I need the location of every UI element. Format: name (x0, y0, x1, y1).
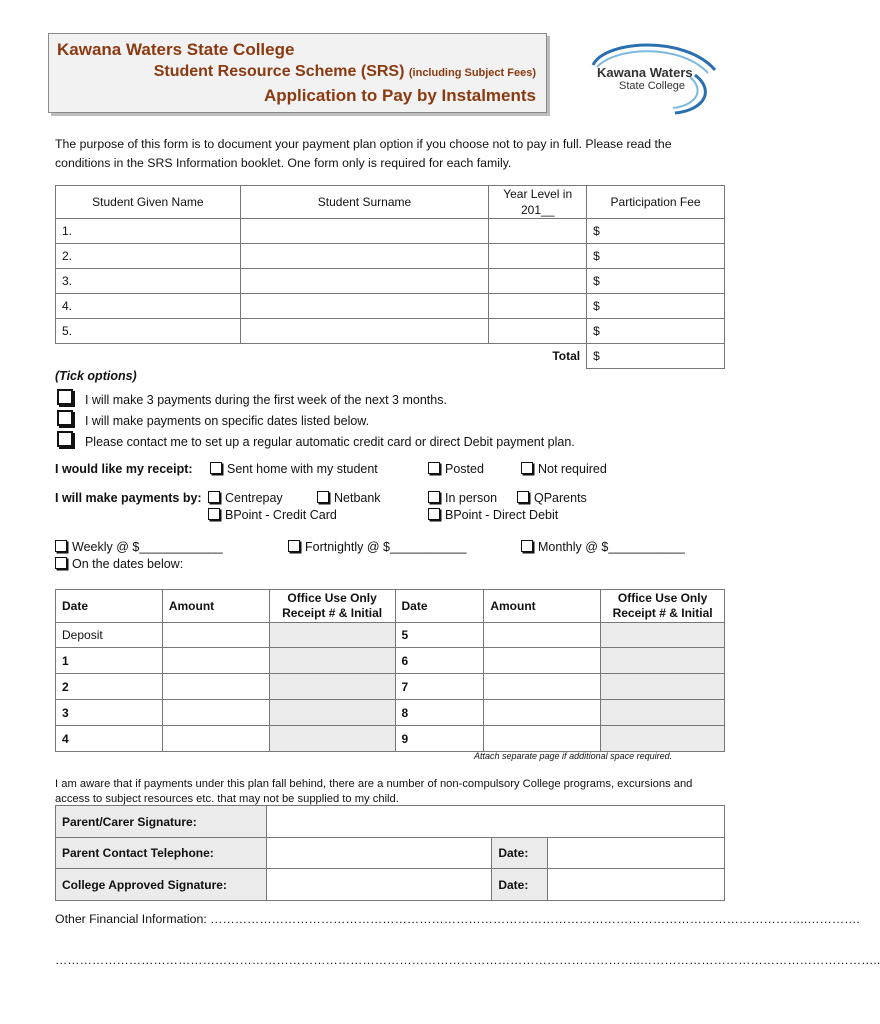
office-cell (269, 674, 395, 700)
col-fee: Participation Fee (587, 186, 725, 219)
college-signature-field[interactable] (266, 869, 492, 901)
col-office-1: Office Use Only (617, 591, 708, 605)
checkbox-icon[interactable] (517, 491, 529, 503)
scheme-title (154, 63, 536, 81)
method-label: Netbank (334, 491, 381, 505)
schedule-date[interactable]: 7 (395, 674, 484, 700)
freq-fortnightly[interactable] (288, 540, 466, 554)
receipt-home-label: Sent home with my student (227, 462, 378, 476)
receipt-label: I would like my receipt: (55, 462, 193, 476)
checkbox-icon[interactable] (57, 410, 73, 426)
scheme-name: Student Resource Scheme (SRS) (153, 63, 405, 80)
checkbox-icon[interactable] (208, 508, 220, 520)
col-office-2: Receipt # & Initial (282, 606, 383, 620)
methods-label: I will make payments by: (55, 491, 202, 505)
checkbox-icon[interactable] (57, 389, 73, 405)
col-given-name: Student Given Name (56, 186, 241, 219)
schedule-row (56, 623, 725, 648)
col-year-1: Year Level in (503, 187, 573, 201)
amount-cell[interactable] (484, 700, 601, 726)
student-row (56, 294, 725, 319)
option-contact-me[interactable] (57, 431, 575, 449)
student-row (56, 269, 725, 294)
freq-dates[interactable] (55, 557, 183, 571)
date-field[interactable] (548, 869, 725, 901)
col-date: Date (395, 590, 484, 623)
awareness-statement: I am aware that if payments under this plan fall behind, there are a number of non-compulsory College programs, excursions and access to subject resources etc. that may not be supplied to my child. (55, 778, 693, 805)
logo-line2: State College (619, 80, 686, 92)
surname-cell[interactable] (240, 244, 489, 269)
option-label: I will make payments on specific dates listed below. (84, 414, 370, 428)
option-specific-dates[interactable] (57, 410, 369, 428)
date-label: Date: (492, 838, 548, 869)
year-cell[interactable] (489, 269, 587, 294)
option-three-payments[interactable] (57, 389, 447, 407)
schedule-row (56, 674, 725, 700)
office-cell (601, 726, 725, 752)
schedule-date[interactable]: 6 (395, 648, 484, 674)
surname-cell[interactable] (240, 294, 489, 319)
fee-cell[interactable]: $ (587, 219, 725, 244)
schedule-row (56, 700, 725, 726)
col-office (601, 590, 725, 623)
receipt-home[interactable] (210, 462, 378, 476)
parent-telephone-field[interactable] (266, 838, 492, 869)
total-fee-cell[interactable]: $ (587, 344, 725, 369)
fee-cell[interactable]: $ (587, 269, 725, 294)
receipt-none-label: Not required (538, 462, 607, 476)
col-year-level (489, 186, 587, 219)
checkbox-icon[interactable] (428, 508, 440, 520)
checkbox-icon[interactable] (428, 462, 440, 474)
freq-label: Weekly @ $____________ (72, 540, 223, 554)
schedule-date[interactable]: 4 (56, 726, 163, 752)
checkbox-icon[interactable] (57, 431, 73, 447)
col-office-1: Office Use Only (287, 591, 377, 605)
amount-cell[interactable] (162, 700, 269, 726)
schedule-date[interactable]: 5 (395, 623, 484, 648)
schedule-date[interactable]: 3 (56, 700, 163, 726)
year-cell[interactable] (489, 244, 587, 269)
checkbox-icon[interactable] (317, 491, 329, 503)
checkbox-icon[interactable] (210, 462, 222, 474)
parent-telephone-label: Parent Contact Telephone: (56, 838, 267, 869)
row-number: 2. (56, 244, 241, 269)
college-logo (575, 35, 725, 115)
checkbox-icon[interactable] (55, 540, 67, 552)
logo-line1: Kawana Waters (597, 65, 693, 80)
checkbox-icon[interactable] (208, 491, 220, 503)
schedule-date[interactable]: 2 (56, 674, 163, 700)
schedule-date[interactable]: 8 (395, 700, 484, 726)
office-cell (601, 623, 725, 648)
form-header (48, 33, 547, 113)
freq-label: Fortnightly @ $___________ (305, 540, 467, 554)
attach-note: Attach separate page if additional space required. (474, 751, 673, 761)
office-cell (269, 648, 395, 674)
checkbox-icon[interactable] (521, 540, 533, 552)
student-row (56, 219, 725, 244)
year-cell[interactable] (489, 319, 587, 344)
checkbox-icon[interactable] (521, 462, 533, 474)
student-row (56, 319, 725, 344)
total-label: Total (56, 344, 587, 369)
row-number: 4. (56, 294, 241, 319)
parent-signature-label: Parent/Carer Signature: (56, 806, 267, 838)
signature-table (55, 805, 725, 901)
col-date: Date (56, 590, 163, 623)
parent-signature-field[interactable] (266, 806, 724, 838)
fee-cell[interactable]: $ (587, 294, 725, 319)
date-label: Date: (492, 869, 548, 901)
amount-cell[interactable] (162, 674, 269, 700)
amount-cell[interactable] (162, 623, 269, 648)
row-number: 5. (56, 319, 241, 344)
method-in-person[interactable] (428, 491, 497, 505)
year-cell[interactable] (489, 294, 587, 319)
method-netbank[interactable] (317, 491, 381, 505)
method-label: Centrepay (225, 491, 283, 505)
receipt-posted-label: Posted (445, 462, 484, 476)
amount-cell[interactable] (162, 648, 269, 674)
office-cell (601, 700, 725, 726)
freq-monthly[interactable] (521, 540, 685, 554)
method-qparents[interactable] (517, 491, 587, 505)
office-cell (601, 674, 725, 700)
amount-cell[interactable] (484, 648, 601, 674)
col-amount: Amount (162, 590, 269, 623)
other-financial-info[interactable]: Other Financial Information: ………………………………………………………………………………………………………………………………..…………. (55, 912, 860, 926)
row-number: 3. (56, 269, 241, 294)
col-office-2: Receipt # & Initial (612, 606, 713, 620)
option-label: I will make 3 payments during the first week of the next 3 months. (84, 393, 447, 407)
col-year-2: 201__ (521, 203, 555, 217)
col-surname: Student Surname (240, 186, 489, 219)
schedule-row (56, 648, 725, 674)
schedule-date[interactable]: Deposit (56, 623, 163, 648)
surname-cell[interactable] (240, 219, 489, 244)
checkbox-icon[interactable] (288, 540, 300, 552)
office-cell (269, 726, 395, 752)
student-table (55, 185, 725, 369)
amount-cell[interactable] (484, 674, 601, 700)
date-field[interactable] (548, 838, 725, 869)
col-amount: Amount (484, 590, 601, 623)
row-number: 1. (56, 219, 241, 244)
surname-cell[interactable] (240, 269, 489, 294)
checkbox-icon[interactable] (428, 491, 440, 503)
amount-cell[interactable] (484, 623, 601, 648)
office-cell (601, 648, 725, 674)
schedule-row (56, 726, 725, 752)
schedule-date[interactable]: 1 (56, 648, 163, 674)
college-signature-label: College Approved Signature: (56, 869, 267, 901)
method-label: In person (445, 491, 498, 505)
receipt-not-required[interactable] (521, 462, 607, 476)
freq-weekly[interactable] (55, 540, 223, 554)
col-office (269, 590, 395, 623)
tick-options-heading: (Tick options) (55, 369, 137, 383)
option-label: Please contact me to set up a regular automatic credit card or direct Debit payment plan. (84, 435, 575, 449)
amount-cell[interactable] (484, 726, 601, 752)
freq-label: On the dates below: (72, 557, 184, 571)
schedule-date[interactable]: 9 (395, 726, 484, 752)
intro-paragraph: The purpose of this form is to document your payment plan option if you choose not to pay in full. Please read the conditions in the SRS Information booklet. One form only is required for each family. (55, 137, 672, 170)
student-row (56, 244, 725, 269)
method-label: QParents (534, 491, 587, 505)
method-bpoint-cc[interactable] (208, 508, 337, 522)
form-title: Application to Pay by Instalments (263, 86, 536, 105)
surname-cell[interactable] (240, 319, 489, 344)
receipt-posted[interactable] (428, 462, 484, 476)
year-cell[interactable] (489, 219, 587, 244)
method-centrepay[interactable] (208, 491, 283, 505)
school-name: Kawana Waters State College (57, 40, 295, 59)
method-label: BPoint - Credit Card (225, 508, 337, 522)
fee-cell[interactable]: $ (587, 244, 725, 269)
checkbox-icon[interactable] (55, 557, 67, 569)
amount-cell[interactable] (162, 726, 269, 752)
other-financial-line[interactable]: ……………………………………………………………………………………………………………………………..………………………………………………….. (55, 953, 880, 967)
fee-cell[interactable]: $ (587, 319, 725, 344)
method-bpoint-dd[interactable] (428, 508, 558, 522)
office-cell (269, 700, 395, 726)
office-cell (269, 623, 395, 648)
method-label: BPoint - Direct Debit (445, 508, 559, 522)
schedule-table (55, 589, 725, 752)
scheme-note: (including Subject Fees) (408, 67, 536, 79)
freq-label: Monthly @ $___________ (538, 540, 685, 554)
